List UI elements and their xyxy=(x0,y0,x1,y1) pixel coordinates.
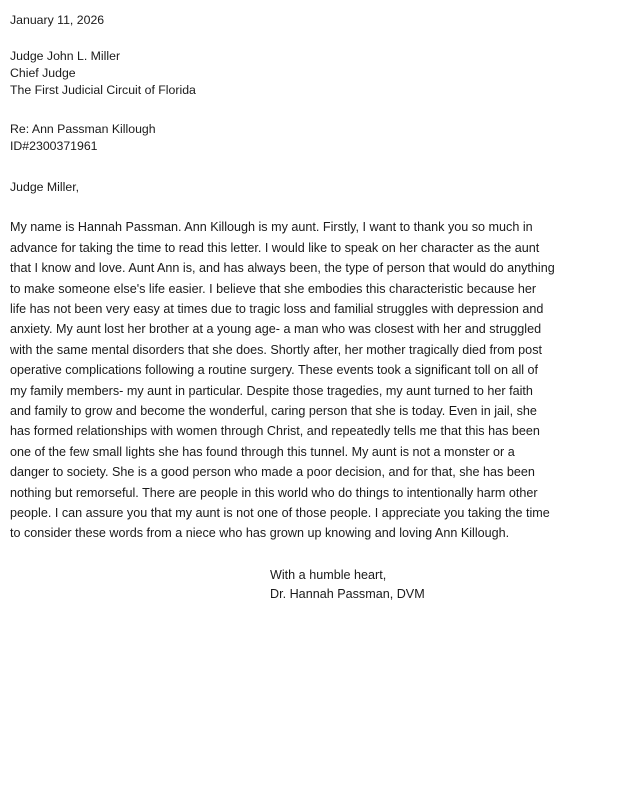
recipient-name: Judge John L. Miller xyxy=(10,49,121,64)
salutation: Judge Miller, xyxy=(10,180,80,195)
valediction: With a humble heart, xyxy=(270,567,387,582)
recipient-title: Chief Judge xyxy=(10,66,76,81)
closing-block xyxy=(8,566,592,604)
reference-block xyxy=(8,121,592,155)
letter-paragraph: My name is Hannah Passman. Ann Killough is my aunt. Firstly, I want to thank you so much in advance for taking the time to read this letter. I would like to speak on her character as the aunt that I know and love. Aunt Ann is, and has always been, the type of person that would do anything to make someone else's life easier. I believe that she embodies this characteristic because her life has not been very easy at times due to tragic loss and familial struggles with depression and anxiety. My aunt lost her brother at a young age- a man who was closest with her and struggled with the same mental disorders that she does. Shortly after, her mother tragically died from post operative complications following a routine surgery. These events took a significant toll on all of my family members- my aunt in particular. Despite those tragedies, my aunt turned to her faith and family to grow and become the wonderful, caring person that she is today. Even in jail, she has formed relationships with women through Christ, and repeatedly tells me that this has been one of the few small lights she has found through this tunnel. My aunt is not a monster or a danger to society. She is a good person who made a poor decision, and for that, she has been nothing but remorseful. There are people in this world who do things to intentionally harm other people. I can assure you that my aunt is not one of those people. I appreciate you taking the time to consider these words from a niece who has grown up knowing and loving Ann Killough. xyxy=(10,220,555,541)
letter-date: January 11, 2026 xyxy=(10,13,105,27)
recipient-block xyxy=(8,48,592,99)
reference-id: ID#2300371961 xyxy=(10,139,98,154)
reference-subject: Re: Ann Passman Killough xyxy=(10,122,156,137)
letter-body xyxy=(8,14,592,603)
recipient-court: The First Judicial Circuit of Florida xyxy=(10,83,196,98)
signature-name: Dr. Hannah Passman, DVM xyxy=(270,586,425,601)
